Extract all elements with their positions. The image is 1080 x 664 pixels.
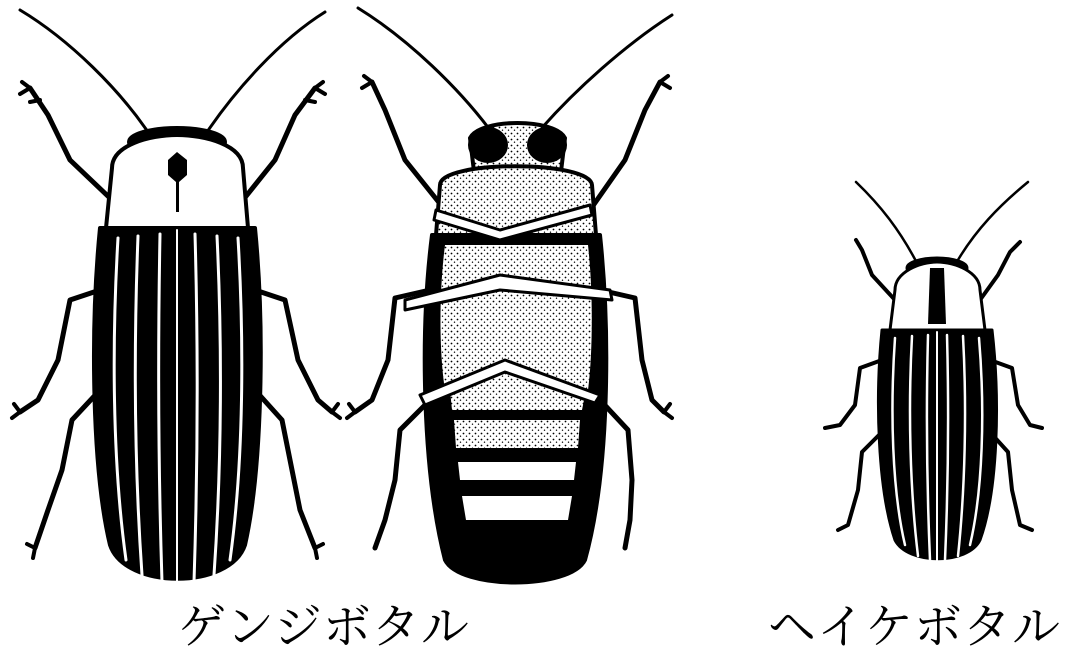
firefly-dorsal-icon [12, 10, 340, 586]
caption-genji-firefly: ゲンジボタル [178, 599, 470, 655]
firefly-small-dorsal-icon [825, 182, 1042, 562]
caption-heike-firefly: ヘイケボタル [768, 599, 1062, 655]
firefly-ventral-icon [347, 8, 672, 583]
